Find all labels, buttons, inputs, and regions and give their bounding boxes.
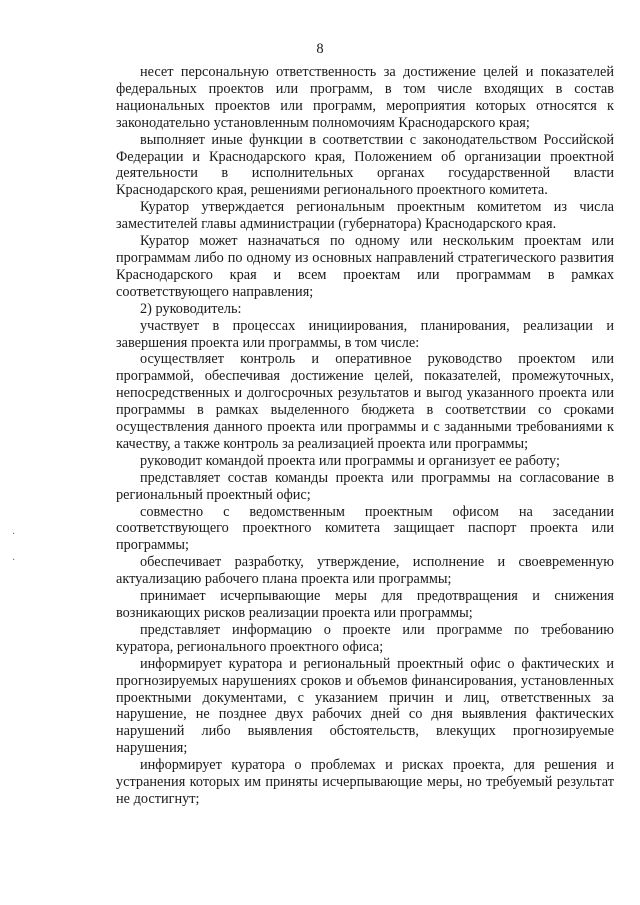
document-body: [116, 64, 614, 808]
paragraph: Куратор утверждается региональным проектным комитетом из числа заместителей главы администрации (губернатора) Краснодарского края.: [116, 199, 614, 233]
paragraph: представляет состав команды проекта или программы на согласование в региональный проектный офис;: [116, 469, 614, 503]
margin-scan-mark: ·: [12, 555, 16, 566]
paragraph: принимает исчерпывающие меры для предотвращения и снижения возникающих рисков реализации проекта или программы;: [116, 588, 614, 621]
paragraph: совместно с ведомственным проектным офисом на заседании соответствующего проектного комитета защищает паспорт проекта или программы;: [116, 503, 614, 554]
paragraph: несет персональную ответственность за достижение целей и показателей федеральных проектов или программ, в том числе входящих в состав национальных проектов или программ, мероприятия которых относятся к законодательно установленным полномочиям Краснодарского края;: [116, 64, 614, 131]
page-number: 8: [316, 41, 324, 57]
paragraph: осуществляет контроль и оперативное руководство проектом или программой, обеспечивая достижение целей, показателей, промежуточных, непосредственных и долгосрочных результатов и выгод указанного проекта или программы в рамках выделенного бюджета в соответствии со сроками осуществления данного проекта или программы и с заданными требованиями к качеству, а также контроль за реализацией проекта или программы;: [116, 351, 614, 452]
paragraph: Куратор может назначаться по одному или нескольким проектам или программам либо по одному из основных направлений стратегического развития Краснодарского края и всем проектам или программам в рамках соответствующего направления;: [116, 233, 614, 300]
paragraph: 2) руководитель:: [140, 300, 242, 317]
paragraph: представляет информацию о проекте или программе по требованию куратора, регионального проектного офиса;: [116, 621, 614, 655]
paragraph: руководит командой проекта или программы и организует ее работу;: [140, 452, 560, 469]
paragraph: обеспечивает разработку, утверждение, исполнение и своевременную актуализацию рабочего плана проекта или программы;: [116, 554, 614, 588]
margin-scan-mark: ·: [12, 529, 16, 540]
paragraph: информирует куратора о проблемах и рисках проекта, для решения и устранения которых им приняты исчерпывающие меры, но требуемый результат не достигнут;: [116, 757, 614, 807]
paragraph: выполняет иные функции в соответствии с законодательством Российской Федерации и Краснодарского края, Положением об организации проектной деятельности в исполнительных органах государственной власти Краснодарского края, решениями регионального проектного комитета.: [116, 131, 614, 199]
paragraph: информирует куратора и региональный проектный офис о фактических и прогнозируемых нарушениях сроков и объемов финансирования, установленных проектными документами, с указанием причин и лиц, ответственных за нарушение, не позднее двух рабочих дней со дня выявления фактических нарушений либо выявления обстоятельств, влекущих прогнозируемые нарушения;: [116, 655, 614, 757]
paragraph: участвует в процессах инициирования, планирования, реализации и завершения проекта или программы, в том числе:: [116, 317, 614, 351]
